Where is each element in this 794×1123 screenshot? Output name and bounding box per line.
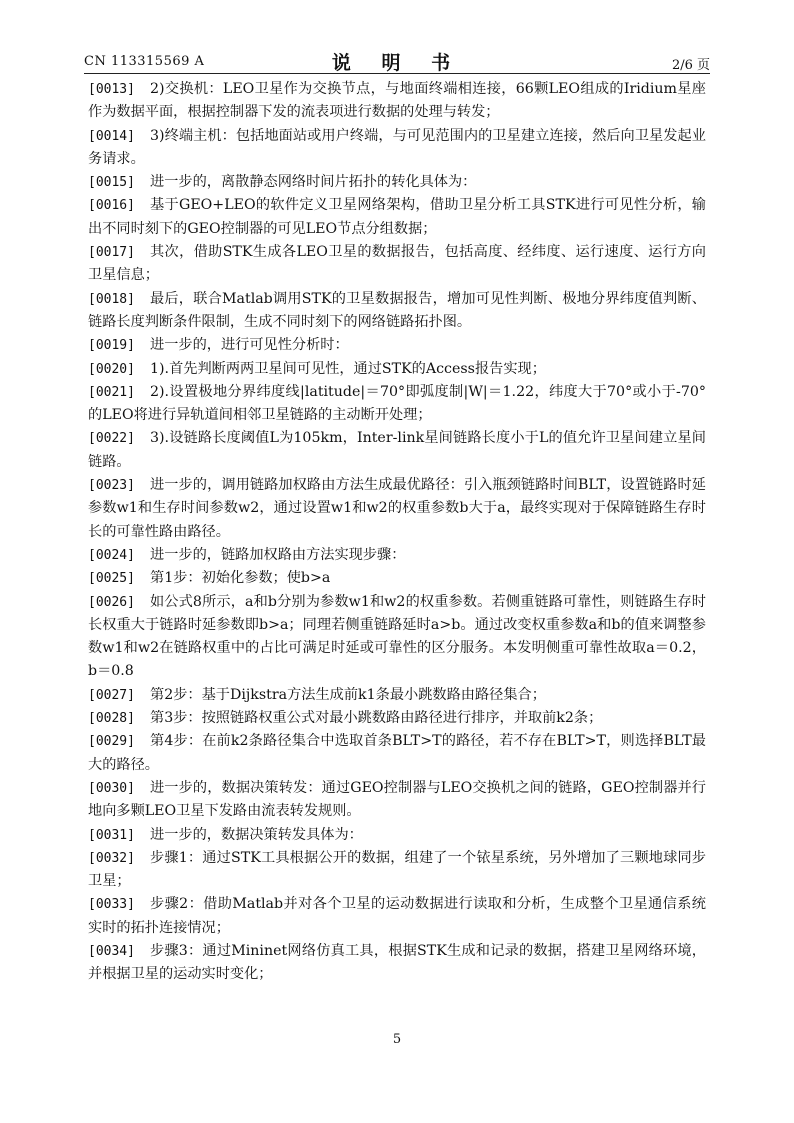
- paragraph-id: [0027]: [88, 687, 135, 703]
- paragraph: [88, 358, 706, 381]
- paragraph-text: 步骤1：通过STK工具根据公开的数据，组建了一个铱星系统，另外增加了三颗地球同步卫星；: [88, 849, 706, 890]
- paragraph-text: 2).设置极地分界纬度线|latitude|＝70°即弧度制|W|＝1.22，纬度大于70°或小于-70°的LEO将进行异轨道间相邻卫星链路的主动断开处理；: [88, 383, 706, 424]
- paragraph: [88, 288, 706, 335]
- paragraph-id: [0020]: [88, 361, 135, 377]
- paragraph: [88, 427, 706, 474]
- paragraph-id: [0034]: [88, 943, 135, 959]
- paragraph-id: [0022]: [88, 431, 135, 447]
- paragraph: [88, 78, 706, 125]
- paragraph: [88, 847, 706, 894]
- paragraph-id: [0025]: [88, 571, 135, 587]
- paragraph-id: [0013]: [88, 82, 135, 97]
- paragraph-text: 进一步的，离散静态网络时间片拓扑的转化具体为：: [150, 174, 477, 191]
- paragraph-id: [0015]: [88, 175, 135, 191]
- paragraph-id: [0033]: [88, 897, 135, 913]
- paragraph-text: 2)交换机：LEO卫星作为交换节点，与地面终端相连接，66颗LEO组成的Iridium星座作为数据平面，根据控制器下发的流表项进行数据的处理与转发；: [88, 81, 706, 121]
- paragraph: [88, 940, 706, 987]
- paragraph-id: [0017]: [88, 245, 135, 261]
- paragraph-text: 进一步的，调用链路加权路由方法生成最优路径：引入瓶颈链路时间BLT，设置链路时延参数w1和生存时间参数w2，通过设置w1和w2的权重参数b大于a，最终实现对于保障链路生存时长的可靠性路由路径。: [88, 477, 706, 540]
- paragraph-text: 进一步的，链路加权路由方法实现步骤：: [150, 546, 406, 563]
- paragraph-text: 第1步：初始化参数；使b>a: [150, 570, 331, 587]
- paragraph: [88, 194, 706, 241]
- paragraph-text: 第2步：基于Dijkstra方法生成前k1条最小跳数路由路径集合；: [150, 686, 546, 703]
- paragraph-text: 第4步：在前k2条路径集合中选取首条BLT>T的路径，若不存在BLT>T，则选择BLT最大的路径。: [88, 733, 706, 773]
- paragraph-text: 进一步的，进行可见性分析时：: [150, 337, 349, 354]
- document-number: CN 113315569 A: [84, 54, 205, 69]
- document-body: [88, 78, 706, 987]
- document-title: 说 明 书: [331, 52, 463, 74]
- paragraph-id: [0023]: [88, 478, 135, 494]
- paragraph: [88, 171, 706, 194]
- paragraph-id: [0021]: [88, 384, 135, 400]
- paragraph: [88, 730, 706, 777]
- paragraph-id: [0031]: [88, 827, 135, 843]
- paragraph: [88, 893, 706, 940]
- page-header: [84, 48, 710, 72]
- paragraph-text: 如公式8所示，a和b分别为参数w1和w2的权重参数。若侧重链路可靠性，则链路生存时长权重大于链路时延参数即b>a；同理若侧重链路延时a>b。通过改变权重参数a和b的值来调整参数w1和w2在链路权重中的占比可满足时延或可靠性的区分服务。本发明侧重可靠性故取a＝0.2，b＝0.8: [88, 593, 706, 680]
- paragraph: [88, 474, 706, 544]
- page-number: 5: [392, 1032, 402, 1047]
- page-indicator: 2/6 页: [671, 58, 710, 73]
- paragraph-id: [0016]: [88, 198, 135, 214]
- paragraph-text: 第3步：按照链路权重公式对最小跳数路由路径进行排序，并取前k2条；: [150, 710, 603, 727]
- paragraph-text: 步骤3：通过Mininet网络仿真工具，根据STK生成和记录的数据，搭建卫星网络环境，并根据卫星的运动实时变化；: [88, 942, 706, 983]
- paragraph-id: [0019]: [88, 338, 135, 354]
- paragraph-id: [0024]: [88, 547, 135, 563]
- paragraph: [88, 777, 706, 824]
- paragraph-text: 最后，联合Matlab调用STK的卫星数据报告，增加可见性判断、极地分界纬度值判断、链路长度判断条件限制，生成不同时刻下的网络链路拓扑图。: [88, 290, 706, 330]
- paragraph-id: [0018]: [88, 291, 135, 307]
- paragraph-text: 进一步的，数据决策转发具体为：: [150, 826, 363, 843]
- header-divider: [84, 73, 710, 74]
- paragraph-text: 1).首先判断两两卫星间可见性，通过STK的Access报告实现；: [150, 360, 546, 377]
- paragraph: [88, 334, 706, 357]
- paragraph-id: [0014]: [88, 128, 135, 144]
- paragraph-text: 步骤2：借助Matlab并对各个卫星的运动数据进行读取和分析，生成整个卫星通信系统实时的拓扑连接情况；: [88, 896, 706, 936]
- paragraph: [88, 684, 706, 707]
- paragraph: [88, 544, 706, 567]
- paragraph-text: 进一步的，数据决策转发：通过GEO控制器与LEO交换机之间的链路，GEO控制器并行地向多颗LEO卫星下发路由流表转发规则。: [88, 779, 706, 820]
- paragraph: [88, 707, 706, 730]
- paragraph: [88, 125, 706, 172]
- paragraph: [88, 381, 706, 428]
- paragraph-id: [0029]: [88, 734, 135, 750]
- paragraph-text: 基于GEO+LEO的软件定义卫星网络架构，借助卫星分析工具STK进行可见性分析，输出不同时刻下的GEO控制器的可见LEO节点分组数据；: [88, 197, 706, 237]
- paragraph-text: 3).设链路长度阈值L为105km，Inter-link星间链路长度小于L的值允许卫星间建立星间链路。: [88, 430, 706, 470]
- paragraph-id: [0032]: [88, 850, 135, 866]
- paragraph-text: 其次，借助STK生成各LEO卫星的数据报告，包括高度、经纬度、运行速度、运行方向卫星信息；: [88, 244, 706, 284]
- paragraph-text: 3)终端主机：包括地面站或用户终端，与可见范围内的卫星建立连接，然后向卫星发起业务请求。: [88, 127, 706, 167]
- paragraph: [88, 567, 706, 590]
- paragraph-id: [0028]: [88, 711, 135, 727]
- paragraph: [88, 824, 706, 847]
- paragraph-id: [0026]: [88, 594, 135, 610]
- paragraph: [88, 241, 706, 288]
- paragraph-id: [0030]: [88, 780, 135, 796]
- paragraph: [88, 591, 706, 684]
